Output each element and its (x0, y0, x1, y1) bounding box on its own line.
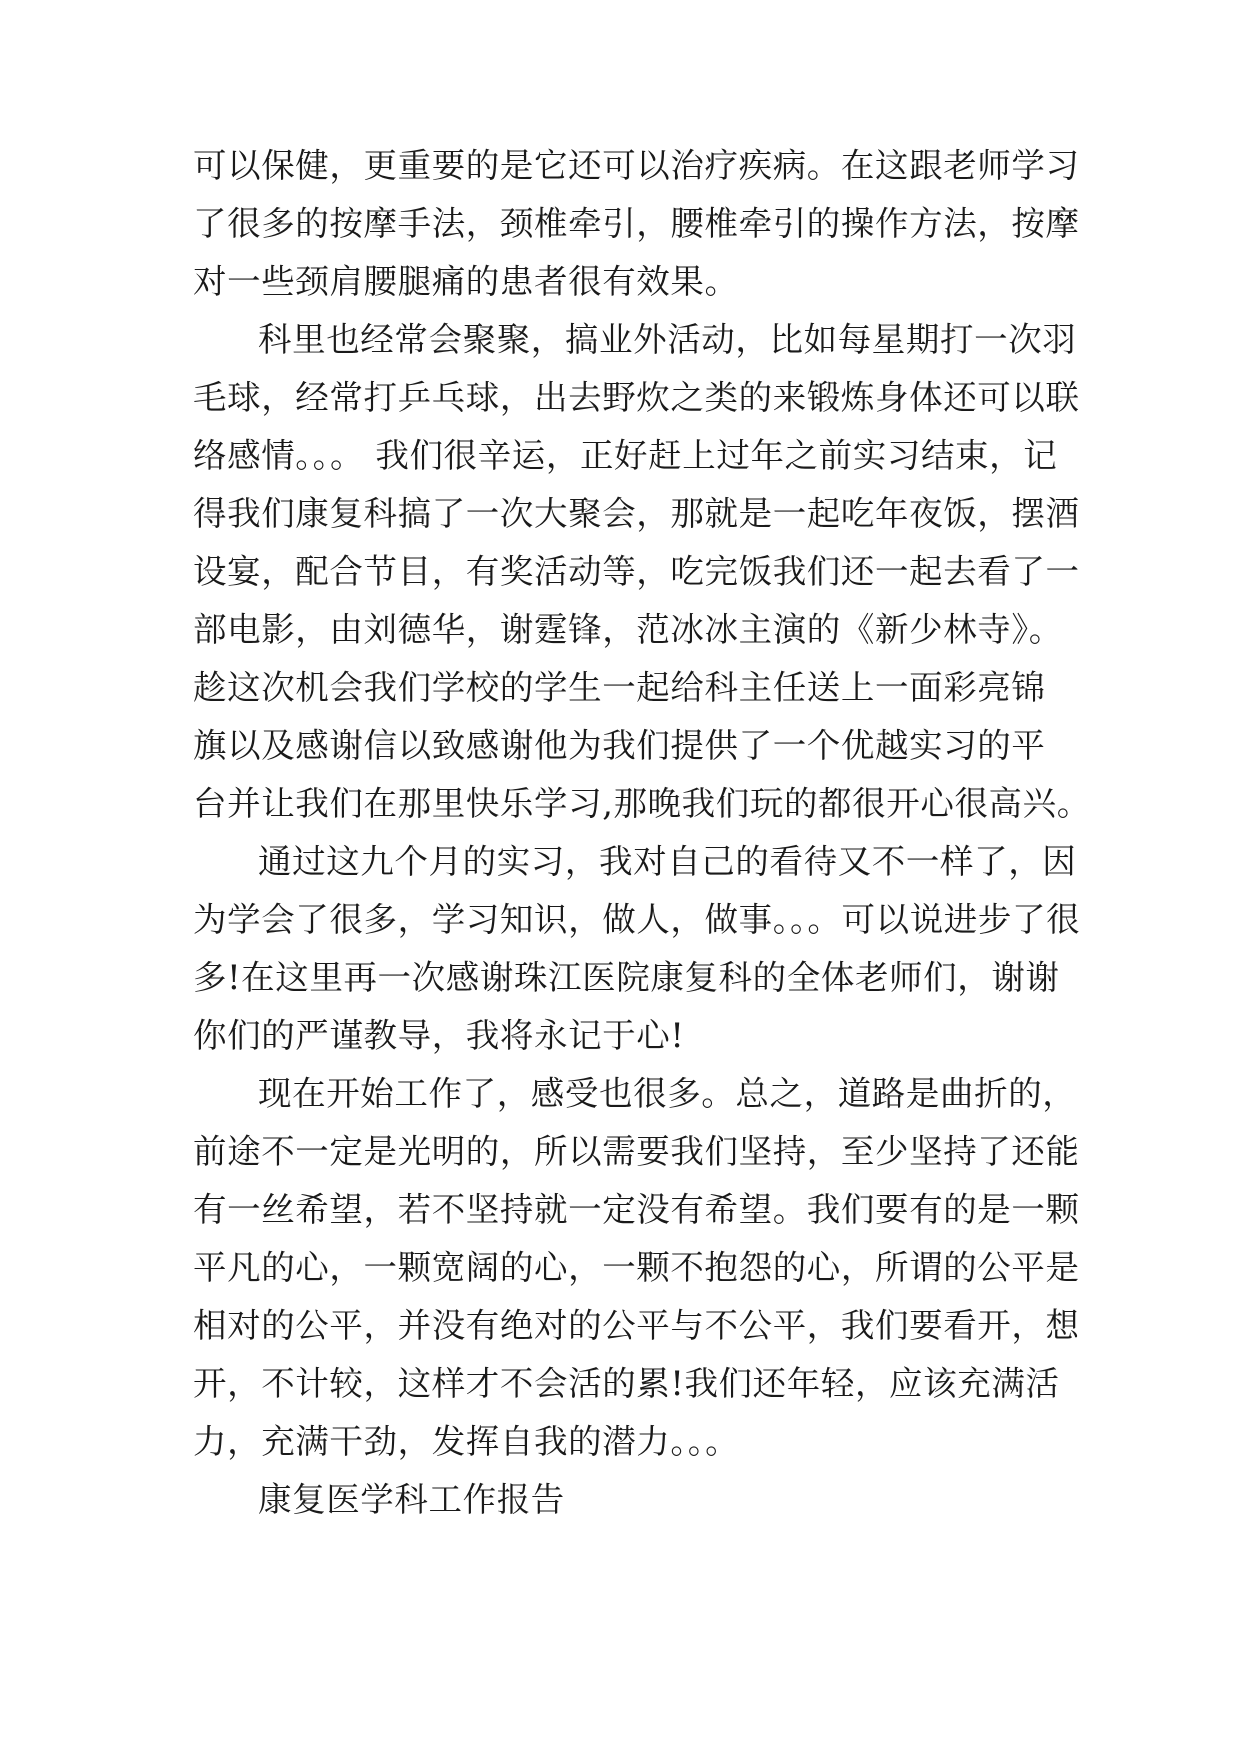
text-line: 得我们康复科搞了一次大聚会，那就是一起吃年夜饭，摆酒 (193, 494, 1080, 533)
text-line: 部电影，由刘德华，谢霆锋，范冰冰主演的《新少林寺》。 (193, 610, 1063, 649)
text-line: 为学会了很多，学习知识，做人，做事。。。可以说进步了很 (193, 900, 1081, 939)
section-heading: 康复医学科工作报告 (258, 1480, 565, 1519)
text-line: 趁这次机会我们学校的学生一起给科主任送上一面彩亮锦 (193, 668, 1046, 707)
text-line: 开，不计较，这样才不会活的累!我们还年轻，应该充满活 (193, 1364, 1060, 1403)
text-line: 前途不一定是光明的，所以需要我们坚持，至少坚持了还能 (193, 1132, 1080, 1171)
text-line: 了很多的按摩手法，颈椎牵引，腰椎牵引的操作方法，按摩 (193, 204, 1080, 243)
text-line: 旗以及感谢信以致感谢他为我们提供了一个优越实习的平 (193, 726, 1046, 765)
text-line: 台并让我们在那里快乐学习,那晚我们玩的都很开心很高兴。 (193, 784, 1091, 823)
text-line: 力，充满干劲，发挥自我的潜力。。。 (193, 1422, 740, 1461)
paragraph-start-line: 科里也经常会聚聚，搞业外活动，比如每星期打一次羽 (258, 320, 1077, 359)
paragraph-start-line: 现在开始工作了，感受也很多。总之，道路是曲折的， (258, 1074, 1077, 1113)
text-line: 毛球，经常打乒乓球，出去野炊之类的来锻炼身体还可以联 (193, 378, 1080, 417)
text-line: 可以保健，更重要的是它还可以治疗疾病。在这跟老师学习 (193, 146, 1080, 185)
text-line: 对一些颈肩腰腿痛的患者很有效果。 (193, 262, 739, 301)
text-line: 有一丝希望，若不坚持就一定没有希望。我们要有的是一颗 (193, 1190, 1080, 1229)
text-line: 多!在这里再一次感谢珠江医院康复科的全体老师们，谢谢 (193, 958, 1060, 997)
text-line: 平凡的心，一颗宽阔的心，一颗不抱怨的心，所谓的公平是 (193, 1248, 1080, 1287)
paragraph-start-line: 通过这九个月的实习，我对自己的看待又不一样了，因 (258, 842, 1077, 881)
text-line: 你们的严谨教导，我将永记于心! (193, 1016, 685, 1055)
text-line: 络感情。。。 我们很辛运，正好赶上过年之前实习结束，记 (193, 436, 1058, 475)
text-line: 设宴，配合节目，有奖活动等，吃完饭我们还一起去看了一 (193, 552, 1080, 591)
text-line: 相对的公平，并没有绝对的公平与不公平，我们要看开，想 (193, 1306, 1080, 1345)
